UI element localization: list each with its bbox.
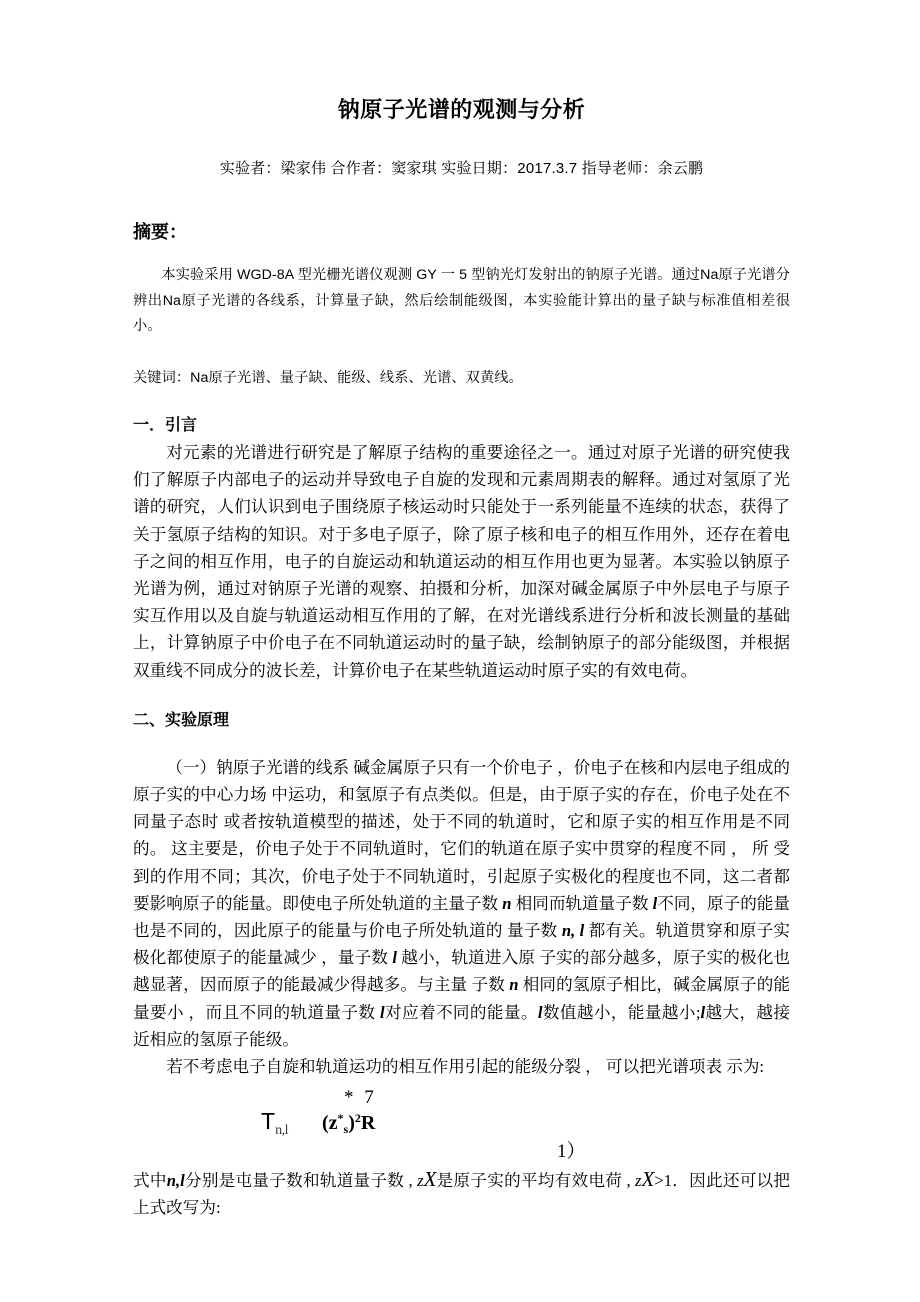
principle-text-2: 相同而轨道量子数 xyxy=(511,893,653,913)
formula-paren-open: ( xyxy=(321,1112,329,1135)
closing-paragraph xyxy=(133,1164,790,1221)
variable-n-1: n xyxy=(502,893,512,913)
formula-rydberg-constant: R xyxy=(360,1112,376,1135)
formula-z-subscript: s xyxy=(343,1122,349,1137)
formula-denominator xyxy=(321,1111,376,1137)
closing-text-1: 式中 xyxy=(133,1171,167,1191)
closing-text-3: 是原子实的平均有效电荷 , xyxy=(436,1171,636,1191)
introduction-paragraph: 对元素的光谱进行研究是了解原子结构的重要途径之一。通过对原子光谱的研究使我们了解原子内部电子的运动并导致电子自旋的发现和元素周期表的解释。通过对氢原了光谱的研究，人们认识到电子围绕原子核运动时只能处于一系列能量不连续的状态，获得了关于氢原子结构的知识。对于多电子原子，除了原子核和电子的相互作用外，还存在着电子之间的相互作用，电子的自旋运动和轨道运动的相互作用也更为显著。本实验以钠原子光谱为例，通过对钠原子光谱的观察、拍摄和分析，加深对碱金属原子中外层电子与原子实互作用以及自旋与轨道运动相互作用的了解，在对光谱线系进行分析和波长测量的基础上，计算钠原子中价电子在不同轨道运动时的量子缺，绘制钠原子的部分能级图，并根据双重线不同成分的波长差，计算价电子在某些轨道运动时原子实的有效电荷。 xyxy=(133,443,790,680)
variable-n-l: n, l xyxy=(561,921,585,941)
closing-variable-X-1: X xyxy=(423,1167,437,1192)
principle-text-3: 不同，原子的能量也是不同的，因此原子的能量与价电子所处轨道的 量子数 xyxy=(133,893,790,941)
formula-T-symbol: T xyxy=(261,1108,276,1135)
author-byline: 实验者：梁家伟 合作者：窦家琪 实验日期：2017.3.7 指导老师：余云鹏 xyxy=(219,160,704,177)
variable-l-5: l xyxy=(700,1002,706,1022)
closing-variable-z-2: z xyxy=(635,1171,642,1191)
variable-l-1: l xyxy=(652,893,658,913)
principle-text-9: 越大，越接近相应的氢原子能级。 xyxy=(133,1002,791,1049)
principle-text-1: 碱金属原子只有一个价电子 ，价电子在核和内层电子组成的原子实的中心力场 中运功，和氢原子有点类似。但是，由于原子实的存在，价电子处在不同量子态时 或者按轨道模型的描述，处于不同的轨道时，它和原子实的相互作用是不同的。 这主要是，价电子处于不同轨道时，它们的轨道在原子实中贯穿的程度不同 ， 所 受到的作用不同；其次，价电子处于不同轨道时，引起原子实极化的程度也不同，这二者都要影响原子的能量。即使电子所处轨道的主量子数 xyxy=(133,757,791,913)
section-heading-principle: 二、实验原理 xyxy=(133,711,230,729)
closing-text-4: >1．因此还可以把上式改写为: xyxy=(133,1171,790,1218)
principle-text-5: 越小，轨道进入原 子实的部分越多，原子实的极化也越显著，因而原子的能最减少得越多。与主量 子数 xyxy=(133,948,791,995)
formula-z-symbol: z xyxy=(328,1112,338,1135)
formula-fraction xyxy=(321,1087,377,1137)
formula-z-superscript: * xyxy=(337,1111,344,1126)
closing-variable-nl: n,l xyxy=(166,1171,185,1191)
principle-text-6: 相同的氢原子相比，碱金属原子的能量要小 ，而且不同的轨道量子数 xyxy=(133,975,791,1022)
closing-variable-z-1: z xyxy=(417,1171,424,1191)
page-content xyxy=(133,0,790,1222)
principle-text-8: 数值越小，能量越小; xyxy=(542,1002,701,1022)
spin-splitting-paragraph: 若不考虑电子自旋和轨道运功的相互作用引起的能级分裂 ， 可以把光谱项表 示为: xyxy=(166,1057,765,1077)
variable-l-4: l xyxy=(537,1002,543,1022)
principle-paragraph xyxy=(133,734,790,1053)
closing-variable-X-2: X xyxy=(641,1167,655,1192)
formula-exponent: 2 xyxy=(354,1111,361,1126)
formula-numerator: * 7 xyxy=(343,1087,377,1109)
variable-l-3: l xyxy=(379,1002,385,1022)
page-title: 钠原子光谱的观测与分析 xyxy=(337,97,586,122)
principle-text-7: 对应着不同的能量。 xyxy=(384,1002,538,1022)
abstract-heading: 摘要： xyxy=(133,222,187,242)
keywords-line: 关键词：Na原子光谱、量子缺、能级、线系、光谱、双黄线。 xyxy=(133,369,523,386)
formula-expression xyxy=(261,1087,377,1139)
subsection-label: （一）钠原子光谱的线系 xyxy=(166,757,350,777)
variable-l-2: l xyxy=(392,948,397,968)
principle-text-4: 都有关。轨道贯穿和原子实极化都使原子的能量减少 ，量子数 xyxy=(133,921,791,968)
spectral-term-formula xyxy=(133,1087,790,1164)
formula-paren-close: ) xyxy=(348,1112,355,1135)
abstract-paragraph: 本实验采用 WGD-8A 型光栅光谱仪观测 GY 一 5 型钠光灯发射出的钠原子光谱。通过Na原子光谱分辨出Na原子光谱的各线系，计算量子缺，然后绘制能级图，本实验能计算出的量子缺与标准值相差很小。 xyxy=(133,267,790,334)
section-heading-introduction: 一．引言 xyxy=(133,417,198,434)
formula-T-subscript: n,l xyxy=(275,1123,288,1139)
equation-number: 1） xyxy=(557,1141,586,1163)
variable-n-2: n xyxy=(509,975,519,995)
closing-text-2: 分别是屯量子数和轨道量子数 , xyxy=(184,1171,418,1191)
